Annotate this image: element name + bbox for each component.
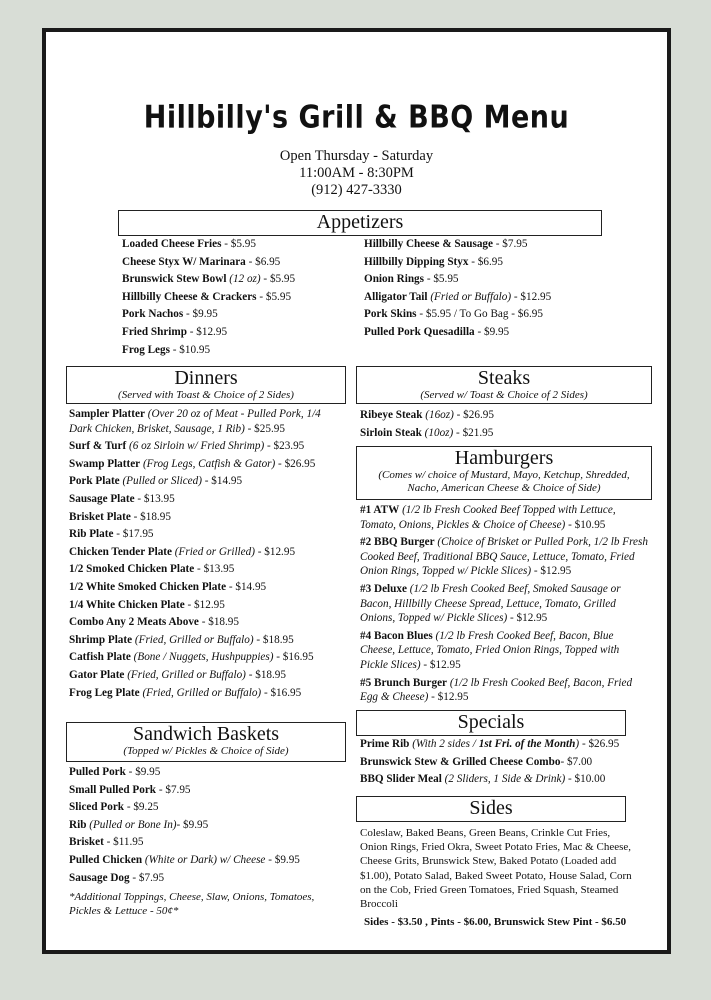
item-note: (12 oz)	[226, 273, 261, 286]
dinner-item	[69, 562, 345, 577]
item-note: (Frog Legs, Catfish & Gator)	[140, 457, 276, 470]
item-name: #1 ATW	[360, 504, 400, 516]
item-price: - $10.00	[565, 773, 606, 786]
dinner-item	[69, 457, 345, 472]
burger-item	[360, 503, 648, 532]
item-name: Frog Legs	[122, 343, 170, 356]
open-hours: 11:00AM - 8:30PM	[299, 165, 414, 181]
sandwich-item	[69, 852, 345, 870]
item-note: (Choice of Brisket or Pulled Pork, 1/2 lb Fresh Cooked Beef, Traditional BBQ Sauce, Lettuce, Tomato, Fried Onion Rings, Topped w/ Pickle Slices)	[360, 536, 648, 578]
special-item	[360, 754, 650, 772]
item-price: - $5.95	[260, 273, 296, 286]
item-name: Sausage Plate	[69, 492, 135, 505]
item-name: Cheese Styx W/ Marinara	[122, 255, 246, 268]
item-note: (White or Dark) w/ Cheese	[142, 853, 266, 866]
hamburgers-subheading: (Comes w/ choice of Mustard, Mayo, Ketchup, Shredded, Nacho, American Cheese & Choice of Side)	[378, 469, 630, 494]
item-note: (With 2 sides /	[409, 738, 479, 750]
sides-heading: Sides	[469, 797, 513, 819]
dinners-subheading: (Served with Toast & Choice of 2 Sides)	[118, 389, 294, 401]
item-price: - $13.95	[194, 563, 235, 576]
dinner-item	[69, 545, 345, 560]
item-price: - $14.95	[201, 475, 243, 488]
item-note: (1/2 lb Fresh Cooked Beef, Bacon, Fried Egg & Cheese)	[360, 676, 633, 704]
appetizer-item	[364, 236, 624, 254]
dinners-heading-box	[66, 366, 346, 404]
appetizer-item	[364, 324, 624, 342]
phone-number: (912) 427-3330	[311, 182, 402, 198]
item-name: Chicken Tender Plate	[69, 545, 172, 558]
steaks-heading-box	[356, 366, 652, 404]
item-price: - $25.95	[244, 422, 285, 435]
item-note-bold: 1st Fri. of the Month	[478, 738, 576, 750]
item-name: Loaded Cheese Fries	[122, 238, 222, 250]
dinners-list	[69, 407, 345, 703]
item-note: (Fried, Grilled or Buffalo)	[139, 686, 262, 699]
sandwich-footnote: *Additional Toppings, Cheese, Slaw, Onions, Tomatoes, Pickles & Lettuce - 50¢*	[69, 891, 315, 917]
item-price: - $11.95	[103, 836, 144, 849]
item-name: Swamp Platter	[69, 457, 141, 470]
item-price: - $7.95	[492, 238, 528, 250]
menu-title: Hillbilly's Grill & BBQ Menu	[143, 99, 570, 136]
item-name: 1/2 Smoked Chicken Plate	[69, 563, 195, 576]
appetizers-left-list	[122, 236, 362, 359]
item-name: Sampler Platter	[69, 408, 145, 420]
item-name: Hillbilly Cheese & Crackers	[122, 290, 257, 303]
item-name: Brunswick Stew & Grilled Cheese Combo	[360, 755, 561, 768]
item-price: - $18.95	[198, 616, 239, 629]
item-note-end: )	[575, 738, 580, 750]
item-price: - $9.95	[474, 325, 510, 338]
sandwich-subheading: (Topped w/ Pickles & Choice of Side)	[123, 745, 289, 757]
item-price: - $6.95	[468, 255, 503, 268]
sides-prices: Sides - $3.50 , Pints - $6.00, Brunswick Stew Pint - $6.50	[364, 916, 627, 928]
item-name: Prime Rib	[360, 738, 410, 750]
item-name: Pulled Chicken	[69, 853, 143, 866]
dinner-item	[69, 686, 345, 701]
dinner-item	[69, 598, 345, 613]
dinner-item	[69, 527, 345, 542]
item-price: - $5.95	[221, 238, 256, 250]
item-name: Brisket Plate	[69, 510, 131, 523]
item-name: Sausage Dog	[69, 871, 130, 884]
item-name: Pork Skins	[364, 308, 417, 321]
item-name: Sirloin Steak	[360, 426, 422, 439]
special-item	[360, 736, 650, 754]
item-name: Brunswick Stew Bowl	[122, 273, 227, 286]
steak-item	[360, 425, 650, 443]
item-note: (6 oz Sirloin w/ Fried Shrimp)	[126, 440, 265, 453]
appetizer-item	[364, 289, 624, 307]
appetizer-item	[122, 306, 362, 324]
item-name: Rib Plate	[69, 528, 114, 541]
dinners-heading: Dinners	[174, 367, 238, 389]
item-price: - $12.95	[184, 598, 225, 611]
hamburgers-heading: Hamburgers	[454, 447, 554, 469]
item-price: - $12.95	[186, 325, 228, 338]
item-note: (Fried, Grilled or Buffalo)	[124, 668, 246, 681]
item-name: Onion Rings	[364, 273, 425, 286]
item-price: - $17.95	[113, 528, 154, 541]
item-note: (Bone / Nuggets, Hushpuppies)	[130, 651, 274, 664]
dinner-item	[69, 407, 345, 436]
item-price: - $7.95	[129, 871, 165, 884]
sides-list: Coleslaw, Baked Beans, Green Beans, Crinkle Cut Fries, Onion Rings, Fried Okra, Sweet Potato Fries, Mac & Cheese, Cheese Grits, Brunswick Stew, Baked Potato (Loaded add $1.00), Potato Salad, Baked Sweet Potato, House Salad, Corn on the Cob, Fried Green Tomatoes, Fried Squash, Steamed Broccoli	[360, 827, 632, 911]
item-price: - $13.95	[134, 492, 175, 505]
item-price: - $9.95	[265, 853, 300, 866]
item-price: - $21.95	[453, 426, 494, 439]
item-name: Rib	[69, 818, 87, 831]
appetizers-heading-box	[118, 210, 602, 236]
item-note: (Fried, Grilled or Buffalo)	[132, 633, 254, 646]
item-price: - $26.95	[453, 409, 494, 421]
sandwich-list	[69, 764, 345, 887]
item-price: - $5.95	[256, 290, 292, 303]
item-name: Combo Any 2 Meats Above	[69, 616, 199, 629]
menu-page	[42, 28, 671, 954]
hours-block	[46, 148, 667, 199]
burger-item	[360, 582, 648, 626]
item-name: Brisket	[69, 836, 104, 849]
item-note: (1/2 lb Fresh Cooked Beef, Smoked Sausage or Bacon, Hillbilly Cheese Spread, Lettuce, Tomato, Grilled Onions, Topped w/ Pickle Slices)	[360, 582, 621, 625]
item-name: Hillbilly Cheese & Sausage	[364, 238, 493, 250]
specials-list	[360, 736, 650, 789]
item-name: BBQ Slider Meal	[360, 773, 442, 786]
item-name: Pork Nachos	[122, 308, 184, 321]
item-name: 1/2 White Smoked Chicken Plate	[69, 580, 227, 593]
item-note: (1/2 lb Fresh Cooked Beef, Bacon, Blue Cheese, Lettuce, Tomato, Fried Onion Rings, Topped with Pickle Slices)	[360, 629, 620, 671]
item-price: - $12.95	[428, 691, 469, 704]
item-name: Sliced Pork	[69, 801, 125, 814]
item-note: (Fried or Grilled)	[171, 545, 255, 558]
item-price: - $12.95	[254, 545, 296, 558]
item-name: Shrimp Plate	[69, 633, 133, 646]
item-name: Catfish Plate	[69, 651, 131, 664]
item-name: Pulled Pork	[69, 766, 126, 778]
item-note: (16oz)	[422, 409, 454, 421]
item-price: - $23.95	[264, 440, 305, 453]
dinner-item	[69, 474, 345, 489]
item-price: - $18.95	[130, 510, 171, 523]
appetizer-item	[122, 324, 362, 342]
dinner-item	[69, 668, 345, 683]
steak-item	[360, 407, 650, 425]
appetizers-heading: Appetizers	[316, 211, 404, 233]
appetizer-item	[364, 271, 624, 289]
steaks-list	[360, 407, 650, 442]
sandwich-item	[69, 782, 345, 800]
appetizer-item	[122, 236, 362, 254]
item-name: Ribeye Steak	[360, 409, 423, 421]
item-name: Frog Leg Plate	[69, 686, 140, 699]
sandwich-heading-box	[66, 722, 346, 762]
item-note: (Fried or Buffalo)	[427, 290, 512, 303]
appetizer-item	[122, 271, 362, 289]
item-note: (Over 20 oz of Meat - Pulled Pork, 1/4 Dark Chicken, Brisket, Sausage, 1 Rib)	[69, 408, 321, 435]
sandwich-item	[69, 764, 345, 782]
dinner-item	[69, 633, 345, 648]
item-price: - $7.95	[156, 783, 191, 796]
sandwich-item	[69, 817, 345, 835]
item-price: - $10.95	[169, 343, 211, 356]
item-price: - $18.95	[245, 668, 286, 681]
sandwich-item	[69, 799, 345, 817]
item-price: - $16.95	[261, 686, 302, 699]
dinner-item	[69, 650, 345, 665]
item-name: Pork Plate	[69, 475, 120, 488]
specials-heading-box	[356, 710, 626, 736]
burger-item	[360, 629, 648, 673]
item-price: - $26.95	[275, 457, 316, 470]
item-name: Gator Plate	[69, 668, 125, 681]
sandwich-heading: Sandwich Baskets	[132, 723, 280, 745]
steaks-subheading: (Served w/ Toast & Choice of 2 Sides)	[420, 389, 588, 401]
item-name: Surf & Turf	[69, 440, 127, 453]
appetizer-item	[122, 342, 362, 360]
item-note: (1/2 lb Fresh Cooked Beef Topped with Lettuce, Tomato, Onions, Pickles & Choice of Cheese)	[360, 504, 616, 531]
item-price: - $16.95	[273, 651, 314, 664]
sandwich-item	[69, 834, 345, 852]
item-name: Small Pulled Pork	[69, 783, 157, 796]
appetizers-right-list	[364, 236, 624, 342]
item-price: - $9.95	[176, 818, 209, 831]
item-price: - $5.95	[424, 273, 459, 286]
dinner-item	[69, 439, 345, 454]
specials-heading: Specials	[457, 711, 525, 733]
item-name: Pulled Pork Quesadilla	[364, 325, 475, 338]
steaks-heading: Steaks	[477, 367, 531, 389]
appetizer-item	[122, 289, 362, 307]
sandwich-item	[69, 870, 345, 888]
sides-heading-box	[356, 796, 626, 822]
item-note: (10oz)	[421, 426, 454, 439]
item-price: - $7.00	[560, 755, 593, 768]
item-price: - $10.95	[565, 518, 606, 531]
item-price: - $9.25	[124, 801, 159, 814]
appetizer-item	[122, 254, 362, 272]
item-note: (2 Sliders, 1 Side & Drink)	[441, 773, 566, 786]
open-days: Open Thursday - Saturday	[279, 148, 434, 164]
item-name: #2 BBQ Burger	[360, 536, 435, 549]
item-price: - $12.95	[531, 565, 572, 578]
dinner-item	[69, 615, 345, 630]
appetizer-item	[364, 254, 624, 272]
item-price: - $18.95	[253, 633, 294, 646]
hamburgers-heading-box	[356, 446, 652, 500]
item-price: - $26.95	[579, 738, 620, 750]
item-price: - $12.95	[420, 658, 461, 671]
item-price: - $9.95	[125, 766, 161, 778]
dinner-item	[69, 510, 345, 525]
dinner-item	[69, 580, 345, 595]
item-name: 1/4 White Chicken Plate	[69, 598, 185, 611]
item-name: Fried Shrimp	[122, 325, 187, 338]
appetizer-item	[364, 306, 624, 324]
item-name: Alligator Tail	[364, 290, 428, 303]
item-note: (Pulled or Sliced)	[119, 475, 202, 488]
special-item	[360, 771, 650, 789]
item-name: #4 Bacon Blues	[360, 629, 433, 642]
item-price: - $12.95	[511, 290, 552, 303]
item-note: (Pulled or Bone In)	[86, 818, 177, 831]
hamburgers-list	[360, 503, 648, 708]
item-name: #5 Brunch Burger	[360, 676, 448, 689]
item-name: #3 Deluxe	[360, 582, 407, 595]
item-price: - $6.95	[245, 255, 281, 268]
item-price: - $9.95	[183, 308, 218, 321]
dinner-item	[69, 492, 345, 507]
item-price: - $14.95	[226, 580, 267, 593]
item-price: - $5.95 / To Go Bag - $6.95	[416, 308, 543, 321]
item-price: - $12.95	[507, 612, 548, 625]
burger-item	[360, 676, 648, 705]
item-name: Hillbilly Dipping Styx	[364, 255, 469, 268]
burger-item	[360, 535, 648, 579]
